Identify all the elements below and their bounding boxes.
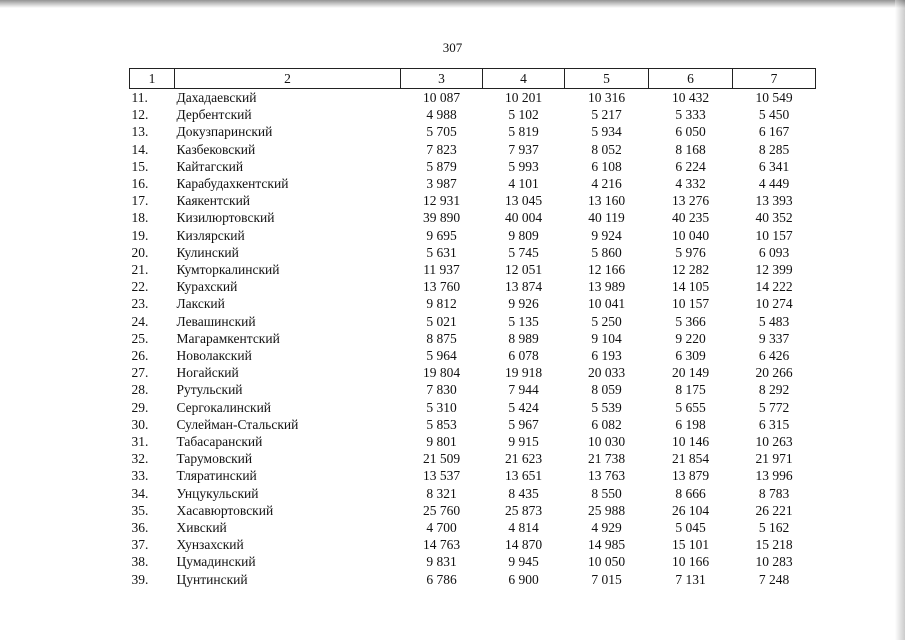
table-row [130,244,816,261]
table-row [130,553,816,570]
value-cell: 6 309 [675,348,706,364]
row-number: 38. [131,554,149,570]
value-cell: 10 157 [755,227,793,243]
value-cell: 39 890 [422,210,461,226]
value-cell: 40 004 [504,210,543,226]
value-cell: 8 321 [426,485,457,501]
district-name: Лакский [176,296,225,312]
value-cell: 15 218 [755,537,793,553]
value-cell: 21 854 [671,451,710,467]
value-cell: 6 193 [591,348,622,364]
row-number: 17. [131,193,149,209]
district-name: Хивский [176,520,227,536]
value-cell: 10 432 [671,90,710,105]
table-row [130,536,816,553]
value-cell: 8 989 [508,330,539,346]
value-cell: 5 310 [426,399,457,415]
value-cell: 9 831 [426,554,457,570]
value-cell: 5 366 [675,313,706,329]
value-cell: 5 483 [758,313,790,329]
page-number: 307 [442,40,463,55]
row-number: 32. [131,451,149,467]
value-cell: 5 250 [591,313,622,329]
value-cell: 9 801 [426,434,457,450]
value-cell: 5 045 [675,520,706,536]
data-table [129,68,816,588]
value-cell: 4 101 [508,176,539,192]
row-number: 28. [131,382,149,398]
row-number: 15. [131,158,149,174]
district-name: Цунтинский [176,571,248,587]
value-cell: 9 695 [426,227,457,243]
district-name: Цумадинский [176,554,256,570]
value-cell: 4 929 [591,520,622,536]
district-name: Унцукульский [176,485,259,501]
value-cell: 10 087 [422,90,461,105]
column-header: 2 [175,69,401,89]
value-cell: 15 101 [671,537,710,553]
value-cell: 4 449 [758,176,790,192]
value-cell: 6 093 [758,244,790,260]
table-row [130,450,816,467]
table-row [130,502,816,519]
value-cell: 10 201 [504,90,543,105]
value-cell: 8 435 [508,485,539,501]
value-cell: 5 135 [508,313,539,329]
value-cell: 5 539 [591,399,622,415]
value-cell: 6 198 [675,416,706,432]
scan-edge-top [0,0,905,8]
value-cell: 11 937 [423,262,460,278]
value-cell: 5 879 [426,158,457,174]
value-cell: 10 041 [587,296,626,312]
value-cell: 7 944 [508,382,539,398]
value-cell: 7 830 [426,382,457,398]
value-cell: 5 162 [758,520,790,536]
value-cell: 9 220 [675,330,706,346]
value-cell: 10 166 [671,554,710,570]
value-cell: 12 051 [504,262,543,278]
value-cell: 20 149 [671,365,710,381]
value-cell: 7 937 [508,141,539,157]
value-cell: 4 216 [591,176,622,192]
district-name: Кулинский [176,244,239,260]
value-cell: 7 015 [591,571,622,587]
column-header: 7 [733,69,816,89]
district-name: Сергокалинский [176,399,272,415]
district-name: Хунзахский [176,537,244,553]
table-row [130,364,816,381]
value-cell: 19 918 [504,365,543,381]
value-cell: 9 812 [426,296,457,312]
value-cell: 5 819 [508,124,539,140]
value-cell: 9 337 [758,330,790,346]
value-cell: 6 315 [758,416,790,432]
district-name: Тляратинский [176,468,257,484]
row-number: 23. [131,296,149,312]
table-row [130,209,816,226]
district-name: Карабудахкентский [176,176,289,192]
row-number: 29. [131,399,149,415]
table-row [130,433,816,450]
row-number: 25. [131,330,149,346]
value-cell: 6 082 [591,416,622,432]
value-cell: 13 996 [755,468,793,484]
value-cell: 9 809 [508,227,539,243]
value-cell: 8 875 [426,330,457,346]
value-cell: 8 550 [591,485,622,501]
row-number: 12. [131,107,149,123]
value-cell: 8 059 [591,382,622,398]
row-number: 37. [131,537,149,553]
value-cell: 8 292 [758,382,790,398]
value-cell: 14 763 [422,537,461,553]
value-cell: 6 341 [758,158,790,174]
value-cell: 13 763 [587,468,626,484]
value-cell: 14 870 [504,537,543,553]
value-cell: 12 282 [671,262,710,278]
row-number: 26. [131,348,149,364]
district-name: Докузпаринский [176,124,273,140]
scan-edge-right [895,0,905,640]
district-name: Новолакский [176,348,252,364]
row-number: 34. [131,485,149,501]
value-cell: 5 853 [426,416,457,432]
table-row [130,330,816,347]
value-cell: 3 987 [426,176,457,192]
district-name: Кумторкалинский [176,262,280,278]
value-cell: 25 873 [504,502,543,518]
value-cell: 5 102 [508,107,539,123]
row-number: 16. [131,176,149,192]
value-cell: 10 263 [755,434,793,450]
value-cell: 14 105 [671,279,710,295]
value-cell: 12 399 [755,262,793,278]
value-cell: 13 651 [504,468,543,484]
value-cell: 26 221 [755,502,793,518]
value-cell: 10 157 [671,296,710,312]
value-cell: 10 030 [587,434,626,450]
value-cell: 5 705 [426,124,457,140]
value-cell: 5 655 [675,399,706,415]
value-cell: 6 167 [758,124,790,140]
value-cell: 5 450 [758,107,790,123]
value-cell: 9 924 [591,227,622,243]
table-row [130,467,816,484]
table-row [130,158,816,175]
table-row [130,89,816,107]
value-cell: 21 971 [755,451,793,467]
value-cell: 8 175 [675,382,706,398]
value-cell: 40 352 [755,210,793,226]
district-name: Табасаранский [176,434,263,450]
value-cell: 13 045 [504,193,543,209]
value-cell: 5 631 [426,244,457,260]
value-cell: 5 934 [591,124,622,140]
value-cell: 5 967 [508,416,539,432]
table-row [130,485,816,502]
row-number: 20. [131,244,149,260]
value-cell: 8 052 [591,141,622,157]
table-header-row [130,69,816,89]
value-cell: 9 104 [591,330,622,346]
value-cell: 10 040 [671,227,710,243]
value-cell: 26 104 [671,502,710,518]
value-cell: 5 860 [591,244,622,260]
value-cell: 5 021 [426,313,457,329]
district-name: Кайтагский [176,158,244,174]
column-header: 6 [649,69,733,89]
value-cell: 10 283 [755,554,793,570]
value-cell: 6 900 [508,571,539,587]
value-cell: 21 623 [504,451,543,467]
value-cell: 7 823 [426,141,457,157]
value-cell: 25 988 [587,502,626,518]
row-number: 14. [131,141,149,157]
value-cell: 13 393 [755,193,793,209]
value-cell: 9 915 [508,434,539,450]
value-cell: 10 274 [755,296,793,312]
table-row [130,227,816,244]
row-number: 22. [131,279,149,295]
district-name: Рутульский [176,382,243,398]
table-row [130,416,816,433]
value-cell: 21 738 [587,451,626,467]
row-number: 31. [131,434,149,450]
table-row [130,261,816,278]
value-cell: 19 804 [422,365,461,381]
row-number: 35. [131,502,149,518]
value-cell: 13 989 [587,279,626,295]
row-number: 36. [131,520,149,536]
table-row [130,123,816,140]
value-cell: 8 285 [758,141,790,157]
value-cell: 8 666 [675,485,706,501]
column-header: 1 [130,69,175,89]
value-cell: 5 217 [591,107,622,123]
table-row [130,278,816,295]
table-row [130,295,816,312]
value-cell: 6 426 [758,348,790,364]
table-row [130,347,816,364]
value-cell: 10 549 [755,90,793,105]
value-cell: 20 266 [755,365,793,381]
value-cell: 6 078 [508,348,539,364]
column-header: 4 [483,69,565,89]
value-cell: 6 108 [591,158,622,174]
column-header: 5 [565,69,649,89]
value-cell: 13 160 [587,193,626,209]
value-cell: 6 786 [426,571,457,587]
district-name: Сулейман-Стальский [176,416,299,432]
value-cell: 4 332 [675,176,706,192]
table-row [130,192,816,209]
table-row [130,106,816,123]
district-name: Дербентский [176,107,252,123]
value-cell: 13 537 [422,468,461,484]
value-cell: 7 131 [675,571,706,587]
value-cell: 12 931 [422,193,461,209]
district-name: Левашинский [176,313,256,329]
value-cell: 4 700 [426,520,457,536]
district-name: Магарамкентский [176,330,280,346]
value-cell: 20 033 [587,365,626,381]
value-cell: 14 222 [755,279,793,295]
value-cell: 13 874 [504,279,543,295]
row-number: 11. [131,90,148,105]
value-cell: 9 926 [508,296,539,312]
table-row [130,141,816,158]
value-cell: 25 760 [422,502,461,518]
value-cell: 12 166 [587,262,626,278]
district-name: Кизлярский [176,227,245,243]
value-cell: 10 316 [587,90,626,105]
row-number: 13. [131,124,149,140]
table-row [130,313,816,330]
value-cell: 8 783 [758,485,790,501]
district-name: Каякентский [176,193,251,209]
value-cell: 5 333 [675,107,706,123]
value-cell: 13 879 [671,468,710,484]
value-cell: 4 814 [508,520,539,536]
value-cell: 13 760 [422,279,461,295]
row-number: 33. [131,468,149,484]
value-cell: 5 964 [426,348,457,364]
value-cell: 5 424 [508,399,539,415]
value-cell: 21 509 [422,451,461,467]
district-name: Хасавюртовский [176,502,274,518]
value-cell: 5 745 [508,244,539,260]
value-cell: 40 119 [588,210,625,226]
row-number: 24. [131,313,149,329]
value-cell: 6 050 [675,124,706,140]
row-number: 18. [131,210,149,226]
table-row [130,519,816,536]
value-cell: 10 146 [671,434,710,450]
table-row [130,571,816,588]
value-cell: 5 772 [758,399,790,415]
column-header: 3 [401,69,483,89]
value-cell: 10 050 [587,554,626,570]
row-number: 30. [131,416,149,432]
value-cell: 5 976 [675,244,706,260]
table-row [130,399,816,416]
row-number: 27. [131,365,149,381]
value-cell: 7 248 [758,571,790,587]
row-number: 39. [131,571,149,587]
row-number: 21. [131,262,149,278]
table-body [130,89,816,588]
district-name: Тарумовский [176,451,253,467]
value-cell: 13 276 [671,193,710,209]
value-cell: 14 985 [587,537,626,553]
district-name: Казбековский [176,141,256,157]
district-name: Дахадаевский [176,90,257,105]
value-cell: 6 224 [675,158,706,174]
value-cell: 5 993 [508,158,539,174]
table-row [130,175,816,192]
value-cell: 9 945 [508,554,539,570]
value-cell: 40 235 [671,210,710,226]
district-name: Ногайский [176,365,239,381]
table-row [130,381,816,398]
value-cell: 8 168 [675,141,706,157]
value-cell: 4 988 [426,107,457,123]
row-number: 19. [131,227,149,243]
district-name: Кизилюртовский [176,210,275,226]
district-name: Курахский [176,279,238,295]
